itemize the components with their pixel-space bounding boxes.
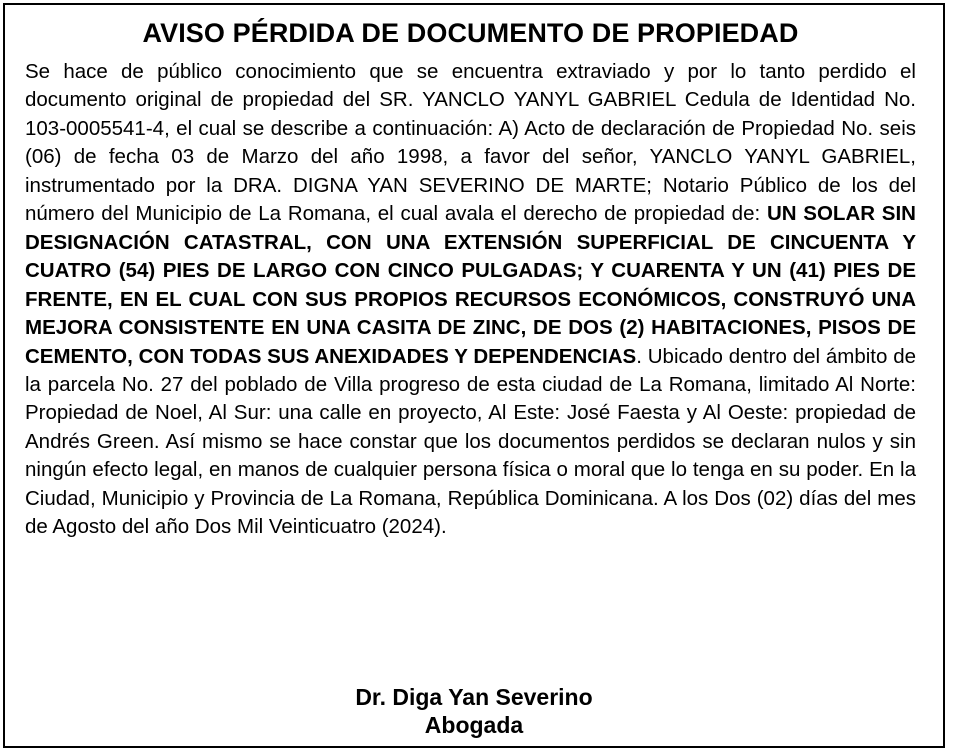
notice-body-intro: Se hace de público conocimiento que se encuentra extraviado y por lo tanto perdido el documento original de propiedad del SR. YANCLO YANYL GABRIEL Cedula de Identidad No. 103-0005541-4, el cual se describe a continuación: A) Acto de declaración de Propiedad No. seis (06) de fecha 03 de Marzo del año 1998, a favor del señor, YANCLO YANYL GABRIEL, instrumentado por la DRA. DIGNA YAN SEVERINO DE MARTE; Notario Público de los del número del Municipio de La Romana, el cual avala el derecho de propiedad de:: [25, 60, 916, 226]
notice-body-property-description: UN SOLAR SIN DESIGNACIÓN CATASTRAL, CON UNA EXTENSIÓN SUPERFICIAL DE CINCUENTA Y CUATRO (54) PIES DE LARGO CON CINCO PULGADAS; Y CUARENTA Y UN (41) PIES DE FRENTE, EN EL CUAL CON SUS PROPIOS RECURSOS ECONÓMICOS, CONSTRUYÓ UNA MEJORA CONSISTENTE EN UNA CASITA DE ZINC, DE DOS (2) HABITACIONES, PISOS DE CEMENTO, CON TODAS SUS ANEXIDADES Y DEPENDENCIAS: [25, 202, 916, 368]
notice-body-rest: . Ubicado dentro del ámbito de la parcela No. 27 del poblado de Villa progreso de esta ciudad de La Romana, limitado Al Norte: Propiedad de Noel, Al Sur: una calle en proyecto, Al Este: José Faesta y Al Oeste: propiedad de Andrés Green. Así mismo se hace constar que los documentos perdidos se declaran nulos y sin ningún efecto legal, en manos de cualquier persona física o moral que lo tenga en su poder. En la Ciudad, Municipio y Provincia de La Romana, República Dominicana. A los Dos (02) días del mes de Agosto del año Dos Mil Veinticuatro (2024).: [25, 344, 916, 539]
notice-title: AVISO PÉRDIDA DE DOCUMENTO DE PROPIEDAD: [142, 18, 799, 48]
notice-body: [25, 58, 916, 542]
signature-block: [5, 683, 943, 739]
signature-name: Dr. Diga Yan Severino: [355, 684, 593, 710]
legal-notice: [3, 3, 945, 748]
signature-role: Abogada: [424, 712, 524, 738]
